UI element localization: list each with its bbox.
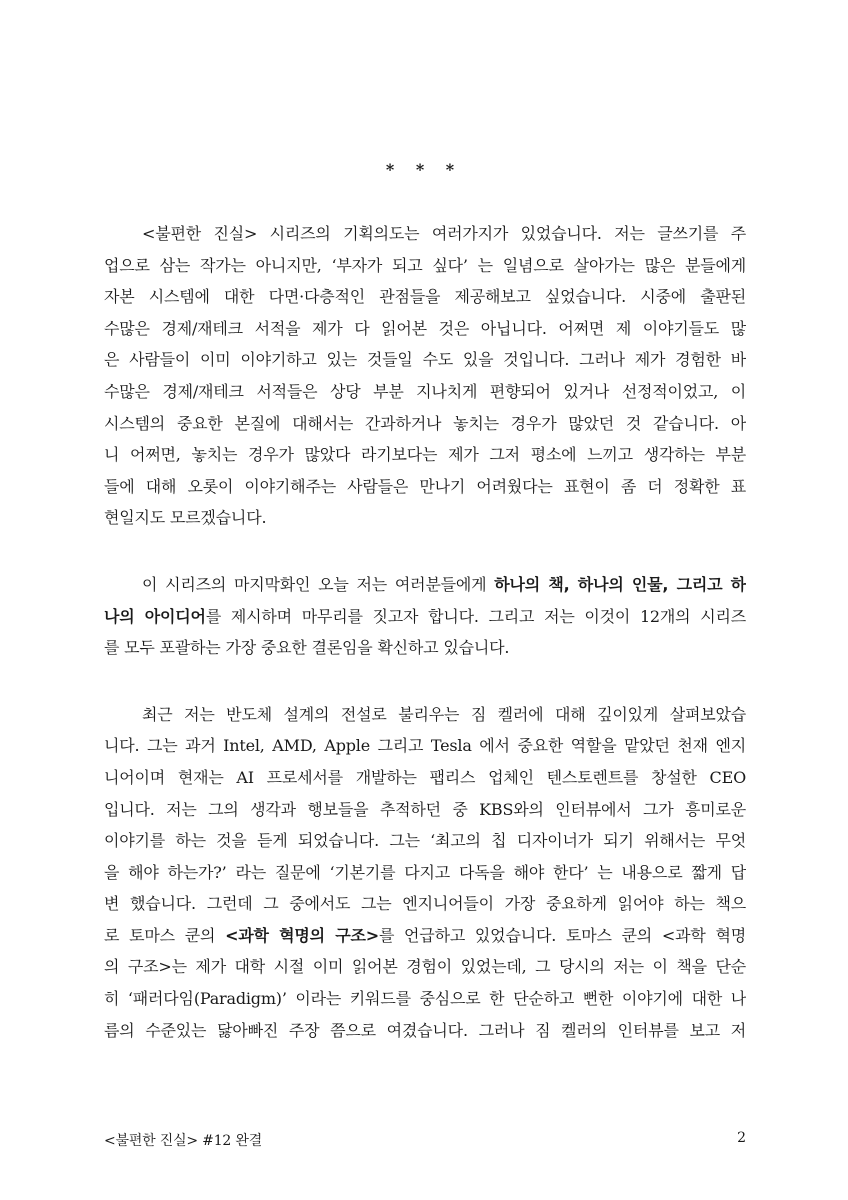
text-line: 수많은 경제/재테크 서적들은 상당 부분 지나치게 편향되어 있거나 선정적이었고, 이 [104, 381, 746, 401]
book-title-emphasis: <과학 혁명의 구조> [225, 925, 379, 945]
text-line: 들에 대해 오롯이 이야기해주는 사람들은 만나기 어려웠다는 표현이 좀 더 정확한 표 [104, 476, 746, 496]
text-line: 이야기를 하는 것을 듣게 되었습니다. 그는 ‘최고의 칩 디자이너가 되기 위해서는 무엇 [104, 831, 746, 851]
text-run: 이 시리즈의 마지막화인 오늘 저는 여러분들에게 [142, 574, 495, 594]
page-number: 2 [737, 1130, 746, 1146]
text-line: 현일지도 모르겠습니다. [104, 508, 267, 528]
text-line: 을 해야 하는가?’ 라는 질문에 ‘기본기를 다지고 다독을 해야 한다’ 는 내용으로 짧게 답 [104, 862, 746, 882]
text-line: 업으로 삼는 작가는 아니지만, ‘부자가 되고 싶다’ 는 일념으로 살아가는 많은 분들에게 [104, 255, 746, 275]
text-line: 수많은 경제/재테크 서적을 제가 다 읽어본 것은 아닙니다. 어쩌면 제 이야기들도 많 [104, 318, 746, 338]
emphasis-text: 하나의 책, 하나의 인물, 그리고 하 [494, 574, 746, 594]
text-line: 은 사람들이 이미 이야기하고 있는 것들일 수도 있을 것입니다. 그러나 제가 경험한 바 [104, 350, 746, 370]
text-line: 의 구조>는 제가 대학 시절 이미 읽어본 경험이 있었는데, 그 당시의 저는 이 책을 단순 [104, 957, 746, 977]
text-line [104, 920, 746, 952]
text-line [104, 569, 746, 601]
paragraph-3 [104, 699, 746, 1047]
text-run: 를 제시하며 마무리를 짓고자 합니다. 그리고 저는 이것이 12개의 시리즈 [205, 606, 746, 626]
text-line: 를 모두 포괄하는 가장 중요한 결론임을 확신하고 있습니다. [104, 638, 510, 658]
text-run: 를 언급하고 있었습니다. 토마스 쿤의 <과학 혁명 [378, 925, 746, 945]
text-line: 니 어쩌면, 놓치는 경우가 많았다 라기보다는 제가 그저 평소에 느끼고 생각하는 부분 [104, 445, 746, 465]
text-run: 로 토마스 쿤의 [104, 925, 226, 945]
text-line: 니어이며 현재는 AI 프로세서를 개발하는 팹리스 업체인 텐스토렌트를 창설한 CEO [104, 767, 746, 787]
paragraph-1 [104, 218, 746, 534]
paragraph-2 [104, 569, 746, 664]
text-line: 변 했습니다. 그런데 그 중에서도 그는 엔지니어들이 가장 중요하게 읽어야 하는 책으 [104, 894, 746, 914]
text-line: 입니다. 저는 그의 생각과 행보들을 추적하던 중 KBS와의 인터뷰에서 그가 흥미로운 [104, 799, 746, 819]
section-break: * * * [385, 160, 463, 179]
text-line: 히 ‘패러다임(Paradigm)’ 이라는 키워드를 중심으로 한 단순하고 뻔한 이야기에 대한 나 [104, 989, 746, 1009]
text-line: 자본 시스템에 대한 다면·다층적인 관점들을 제공해보고 싶었습니다. 시중에 출판된 [104, 287, 746, 307]
footer-title: <불편한 진실> #12 완결 [104, 1133, 263, 1149]
text-line [104, 601, 746, 633]
text-line: 시스템의 중요한 본질에 대해서는 간과하거나 놓치는 경우가 많았던 것 같습니다. 아 [104, 413, 746, 433]
emphasis-text: 나의 아이디어 [104, 606, 206, 626]
text-line: 최근 저는 반도체 설계의 전설로 불리우는 짐 켈러에 대해 깊이있게 살펴보았습 [142, 704, 746, 724]
body-text [104, 218, 746, 1081]
text-line: 니다. 그는 과거 Intel, AMD, Apple 그리고 Tesla 에서 중요한 역할을 맡았던 천재 엔지 [104, 736, 746, 756]
text-line: 름의 수준있는 닳아빠진 주장 쯤으로 여겼습니다. 그러나 짐 켈러의 인터뷰를 보고 저 [104, 1020, 746, 1040]
text-line: <불편한 진실> 시리즈의 기획의도는 여러가지가 있었습니다. 저는 글쓰기를 주 [142, 224, 746, 243]
